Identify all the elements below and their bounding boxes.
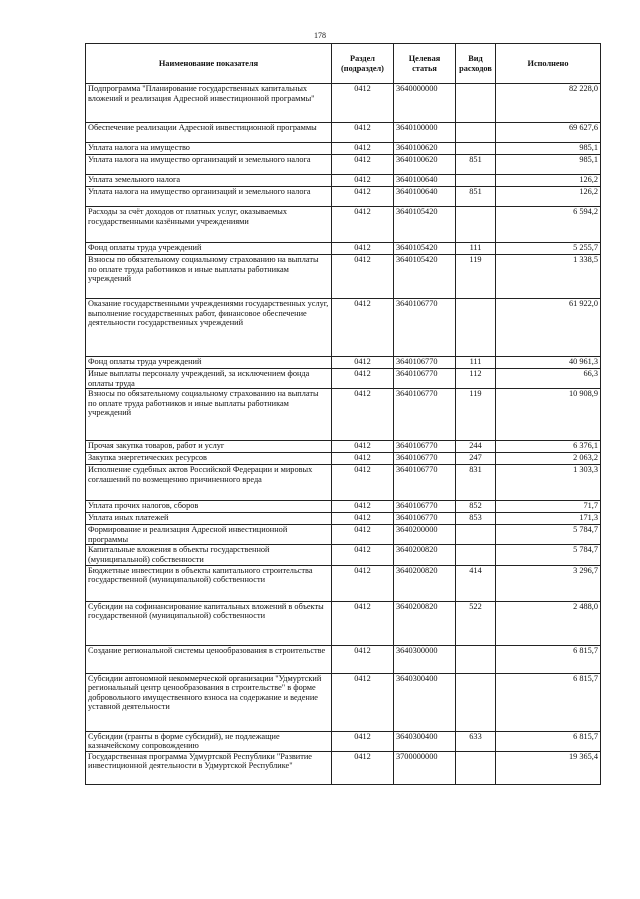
cell-amount: 40 961,3 xyxy=(496,357,601,369)
cell-kind xyxy=(456,645,496,673)
cell-kind: 633 xyxy=(456,731,496,751)
cell-kind: 119 xyxy=(456,389,496,441)
cell-section: 0412 xyxy=(332,175,394,187)
cell-target: 3640105420 xyxy=(394,255,456,299)
header-amount: Исполнено xyxy=(496,44,601,84)
cell-name: Создание региональной системы ценообразования в строительстве xyxy=(86,645,332,673)
cell-amount: 5 784,7 xyxy=(496,525,601,545)
table-row xyxy=(86,255,601,299)
cell-section: 0412 xyxy=(332,441,394,453)
cell-kind xyxy=(456,299,496,357)
table-row xyxy=(86,369,601,389)
cell-target: 3700000000 xyxy=(394,751,456,784)
cell-name: Обеспечение реализации Адресной инвестиционной программы xyxy=(86,123,332,143)
cell-amount: 61 922,0 xyxy=(496,299,601,357)
cell-section: 0412 xyxy=(332,389,394,441)
table-row xyxy=(86,453,601,465)
cell-kind: 853 xyxy=(456,513,496,525)
header-section: Раздел (подраздел) xyxy=(332,44,394,84)
cell-target: 3640200000 xyxy=(394,525,456,545)
cell-target: 3640100640 xyxy=(394,175,456,187)
cell-target: 3640100640 xyxy=(394,187,456,207)
cell-kind xyxy=(456,545,496,565)
cell-target: 3640106770 xyxy=(394,501,456,513)
cell-kind: 112 xyxy=(456,369,496,389)
cell-name: Взносы по обязательному социальному страхованию на выплаты по оплате труда работников и иные выплаты работникам учреждений xyxy=(86,389,332,441)
table-row xyxy=(86,243,601,255)
cell-amount: 66,3 xyxy=(496,369,601,389)
cell-amount: 19 365,4 xyxy=(496,751,601,784)
cell-section: 0412 xyxy=(332,513,394,525)
cell-name: Фонд оплаты труда учреждений xyxy=(86,243,332,255)
cell-name: Бюджетные инвестиции в объекты капитального строительства государственной (муниципальной) собственности xyxy=(86,565,332,601)
table-row xyxy=(86,357,601,369)
table-row xyxy=(86,751,601,784)
table-row xyxy=(86,84,601,123)
cell-name: Субсидии автономной некоммерческой организации "Удмуртский региональный центр ценообразования в строительстве" в форме добровольного имущественного взноса на содержание и ведение уставной деятельности xyxy=(86,673,332,731)
cell-kind: 414 xyxy=(456,565,496,601)
cell-amount: 3 296,7 xyxy=(496,565,601,601)
cell-kind xyxy=(456,143,496,155)
cell-amount: 6 815,7 xyxy=(496,673,601,731)
cell-section: 0412 xyxy=(332,357,394,369)
cell-target: 3640300000 xyxy=(394,645,456,673)
cell-section: 0412 xyxy=(332,84,394,123)
cell-section: 0412 xyxy=(332,187,394,207)
cell-target: 3640105420 xyxy=(394,207,456,243)
cell-amount: 6 815,7 xyxy=(496,645,601,673)
cell-kind: 851 xyxy=(456,187,496,207)
table-row xyxy=(86,143,601,155)
cell-section: 0412 xyxy=(332,645,394,673)
table-row xyxy=(86,673,601,731)
cell-section: 0412 xyxy=(332,501,394,513)
cell-kind: 119 xyxy=(456,255,496,299)
cell-section: 0412 xyxy=(332,525,394,545)
table-row xyxy=(86,389,601,441)
cell-kind xyxy=(456,525,496,545)
table-body xyxy=(86,84,601,785)
cell-name: Расходы за счёт доходов от платных услуг, оказываемых государственными казёнными учреждениями xyxy=(86,207,332,243)
cell-amount: 985,1 xyxy=(496,155,601,175)
cell-name: Фонд оплаты труда учреждений xyxy=(86,357,332,369)
table-row xyxy=(86,513,601,525)
cell-section: 0412 xyxy=(332,601,394,645)
cell-target: 3640300400 xyxy=(394,731,456,751)
cell-kind xyxy=(456,84,496,123)
table-row xyxy=(86,155,601,175)
cell-kind xyxy=(456,673,496,731)
cell-name: Уплата налога на имущество организаций и земельного налога xyxy=(86,187,332,207)
cell-amount: 6 376,1 xyxy=(496,441,601,453)
cell-target: 3640106770 xyxy=(394,299,456,357)
cell-name: Прочая закупка товаров, работ и услуг xyxy=(86,441,332,453)
cell-target: 3640106770 xyxy=(394,389,456,441)
cell-amount: 985,1 xyxy=(496,143,601,155)
cell-target: 3640100000 xyxy=(394,123,456,143)
cell-target: 3640106770 xyxy=(394,465,456,501)
page-number: 178 xyxy=(314,31,326,40)
cell-target: 3640106770 xyxy=(394,369,456,389)
cell-target: 3640200820 xyxy=(394,545,456,565)
cell-kind: 244 xyxy=(456,441,496,453)
cell-section: 0412 xyxy=(332,731,394,751)
cell-amount: 71,7 xyxy=(496,501,601,513)
cell-amount: 5 784,7 xyxy=(496,545,601,565)
cell-kind xyxy=(456,751,496,784)
table-header-row xyxy=(86,44,601,84)
cell-amount: 126,2 xyxy=(496,175,601,187)
cell-kind xyxy=(456,123,496,143)
table-row xyxy=(86,565,601,601)
cell-amount: 5 255,7 xyxy=(496,243,601,255)
cell-target: 3640105420 xyxy=(394,243,456,255)
cell-section: 0412 xyxy=(332,453,394,465)
cell-target: 3640100620 xyxy=(394,143,456,155)
table-row xyxy=(86,601,601,645)
cell-name: Оказание государственными учреждениями государственных услуг, выполнение государственных работ, финансовое обеспечение деятельности государственных учреждений xyxy=(86,299,332,357)
cell-amount: 69 627,6 xyxy=(496,123,601,143)
header-name: Наименование показателя xyxy=(86,44,332,84)
cell-section: 0412 xyxy=(332,243,394,255)
cell-kind: 247 xyxy=(456,453,496,465)
cell-amount: 2 488,0 xyxy=(496,601,601,645)
cell-amount: 6 594,2 xyxy=(496,207,601,243)
table-row xyxy=(86,545,601,565)
cell-amount: 2 063,2 xyxy=(496,453,601,465)
cell-amount: 82 228,0 xyxy=(496,84,601,123)
cell-target: 3640100620 xyxy=(394,155,456,175)
cell-section: 0412 xyxy=(332,751,394,784)
table-row xyxy=(86,501,601,513)
table-row xyxy=(86,525,601,545)
table-row xyxy=(86,207,601,243)
cell-section: 0412 xyxy=(332,565,394,601)
cell-section: 0412 xyxy=(332,123,394,143)
cell-target: 3640200820 xyxy=(394,601,456,645)
cell-section: 0412 xyxy=(332,207,394,243)
table-row xyxy=(86,299,601,357)
cell-name: Уплата налога на имущество xyxy=(86,143,332,155)
cell-section: 0412 xyxy=(332,545,394,565)
table-row xyxy=(86,441,601,453)
cell-kind: 522 xyxy=(456,601,496,645)
header-kind: Вид расходов xyxy=(456,44,496,84)
cell-name: Закупка энергетических ресурсов xyxy=(86,453,332,465)
cell-kind xyxy=(456,175,496,187)
cell-section: 0412 xyxy=(332,369,394,389)
cell-name: Взносы по обязательному социальному страхованию на выплаты по оплате труда работников и иные выплаты работникам учреждений xyxy=(86,255,332,299)
table-row xyxy=(86,123,601,143)
cell-section: 0412 xyxy=(332,673,394,731)
cell-section: 0412 xyxy=(332,155,394,175)
cell-target: 3640300400 xyxy=(394,673,456,731)
cell-name: Государственная программа Удмуртской Республики "Развитие инвестиционной деятельности в Удмуртской Республике" xyxy=(86,751,332,784)
cell-name: Уплата прочих налогов, сборов xyxy=(86,501,332,513)
cell-target: 3640000000 xyxy=(394,84,456,123)
cell-target: 3640106770 xyxy=(394,513,456,525)
table-row xyxy=(86,731,601,751)
cell-kind: 852 xyxy=(456,501,496,513)
cell-amount: 1 303,3 xyxy=(496,465,601,501)
cell-amount: 171,3 xyxy=(496,513,601,525)
cell-amount: 1 338,5 xyxy=(496,255,601,299)
cell-name: Подпрограмма "Планирование государственных капитальных вложений и реализация Адресной инвестиционной программы" xyxy=(86,84,332,123)
cell-name: Исполнение судебных актов Российской Федерации и мировых соглашений по возмещению причиненного вреда xyxy=(86,465,332,501)
header-target: Целевая статья xyxy=(394,44,456,84)
cell-name: Уплата иных платежей xyxy=(86,513,332,525)
cell-target: 3640106770 xyxy=(394,357,456,369)
table-row xyxy=(86,187,601,207)
cell-kind: 831 xyxy=(456,465,496,501)
cell-name: Уплата земельного налога xyxy=(86,175,332,187)
table-row xyxy=(86,465,601,501)
cell-amount: 126,2 xyxy=(496,187,601,207)
cell-name: Формирование и реализация Адресной инвестиционной программы xyxy=(86,525,332,545)
cell-section: 0412 xyxy=(332,255,394,299)
cell-amount: 10 908,9 xyxy=(496,389,601,441)
cell-amount: 6 815,7 xyxy=(496,731,601,751)
cell-section: 0412 xyxy=(332,143,394,155)
cell-target: 3640106770 xyxy=(394,441,456,453)
cell-name: Иные выплаты персоналу учреждений, за исключением фонда оплаты труда xyxy=(86,369,332,389)
cell-kind: 111 xyxy=(456,357,496,369)
cell-name: Капитальные вложения в объекты государственной (муниципальной) собственности xyxy=(86,545,332,565)
cell-kind: 851 xyxy=(456,155,496,175)
table-row xyxy=(86,175,601,187)
cell-name: Уплата налога на имущество организаций и земельного налога xyxy=(86,155,332,175)
table-row xyxy=(86,645,601,673)
cell-section: 0412 xyxy=(332,299,394,357)
cell-name: Субсидии (гранты в форме субсидий), не подлежащие казначейскому сопровождению xyxy=(86,731,332,751)
cell-section: 0412 xyxy=(332,465,394,501)
cell-target: 3640106770 xyxy=(394,453,456,465)
budget-execution-table xyxy=(85,43,601,785)
cell-kind xyxy=(456,207,496,243)
cell-kind: 111 xyxy=(456,243,496,255)
cell-target: 3640200820 xyxy=(394,565,456,601)
cell-name: Субсидии на софинансирование капитальных вложений в объекты государственной (муниципальной) собственности xyxy=(86,601,332,645)
